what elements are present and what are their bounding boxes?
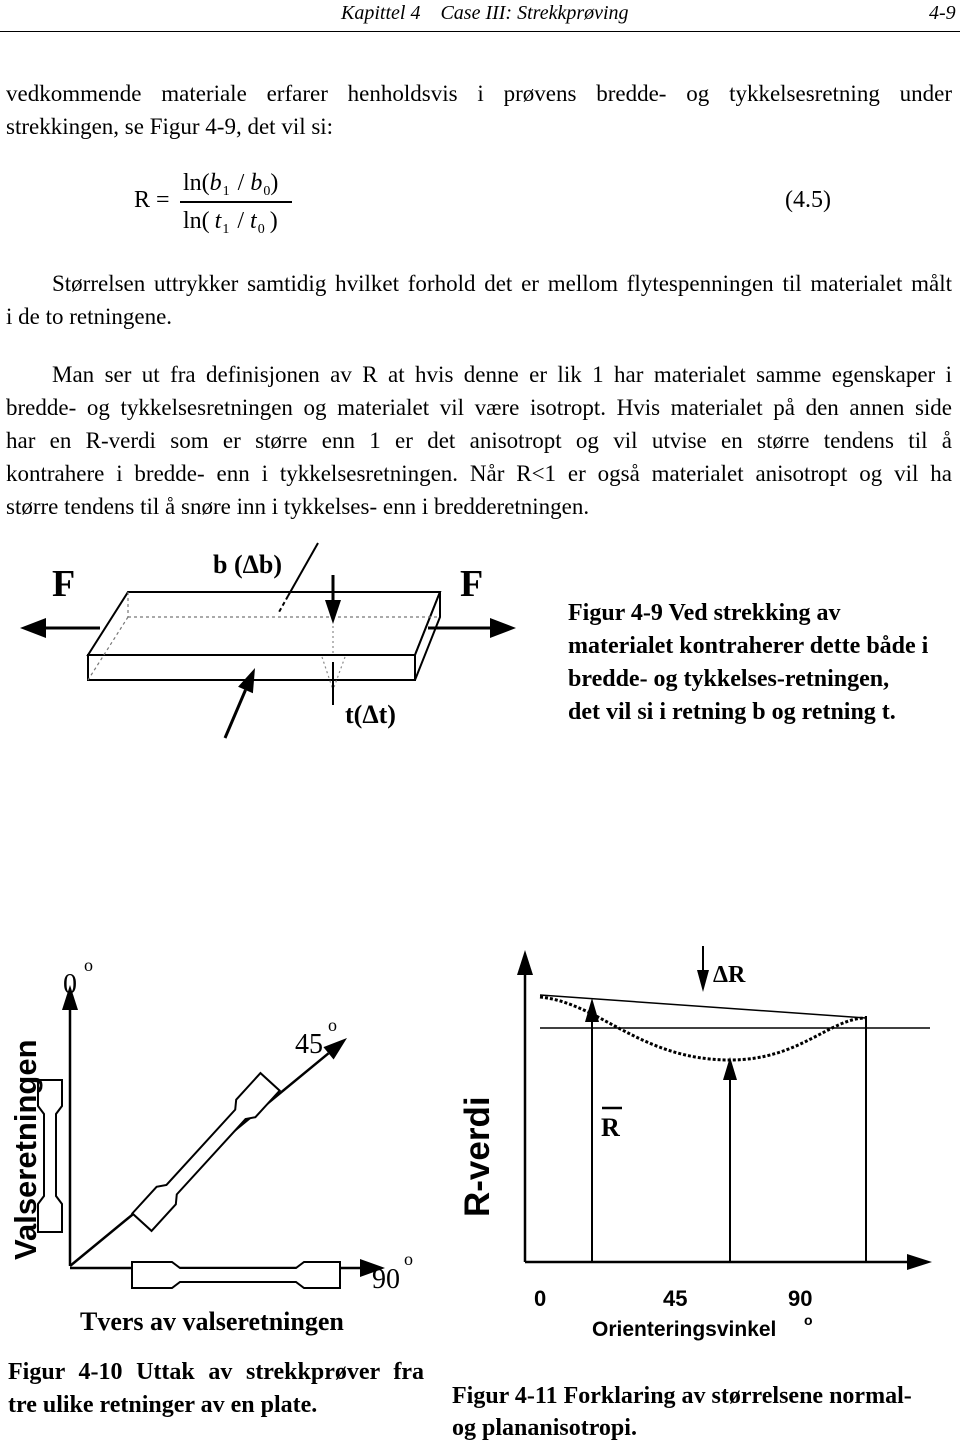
denominator-func: ln( <box>183 208 210 234</box>
numerator-var-b: b <box>250 170 263 196</box>
angle-90-degree-mark: o <box>404 1249 413 1269</box>
force-label-right: F <box>460 563 484 605</box>
numerator-var-a: b <box>209 170 222 196</box>
mean-r-arrowhead <box>585 998 599 1022</box>
caption-line: bredde- og tykkelses-retningen, <box>568 666 890 692</box>
paragraph-line: vedkommende materiale erfarer henholdsvis i prøvens bredde- og tykkelsesretning under <box>6 81 952 106</box>
paragraph-line: i de to retningene. <box>6 304 173 329</box>
page-number: 4-9 <box>929 2 956 24</box>
caption-line: Figur 4-11 Forklaring av størrelsene normal- <box>452 1383 912 1409</box>
paragraph-line: Størrelsen uttrykker samtidig hvilket forhold det er mellom flytespenningen til materialet målt <box>52 271 952 296</box>
caption-line: Figur 4-10 Uttak av strekkprøver fra <box>8 1359 424 1385</box>
denominator-close: ) <box>269 208 278 234</box>
angle-0-label: 0 <box>63 969 77 1000</box>
specimen-90-degrees <box>132 1262 340 1288</box>
paragraph-line: kontrahere i bredde- enn i tykkelsesretningen. Når R<1 er også materialet anisotropt og vil ha <box>6 461 952 486</box>
figure-4-10-caption <box>8 1356 424 1422</box>
thickness-arrow-shaft <box>225 690 246 738</box>
equation-number: (4.5) <box>785 187 831 213</box>
specimen-45-degrees <box>132 1073 279 1231</box>
angle-45-degree-mark: o <box>328 1015 337 1035</box>
paragraph-line: bredde- og tykkelsesretningen og materialet vil være isotropt. Hvis materialet på den annen side <box>6 395 952 420</box>
figure-4-11-drawing <box>517 946 932 1270</box>
denominator-var-b: t <box>250 208 257 234</box>
numerator-sub-a: 1 <box>222 184 230 199</box>
transverse-direction-label: Tvers av valseretningen <box>80 1307 344 1336</box>
r-value-axis-label: R-verdi <box>458 1096 497 1218</box>
force-label-left: F <box>52 563 76 605</box>
caption-line: og plananisotropi. <box>452 1415 637 1441</box>
x-tick-label: 0 <box>534 1286 547 1311</box>
numerator-func: ln( <box>183 170 210 196</box>
denominator-op: / <box>237 208 245 234</box>
y-axis-arrowhead <box>517 950 533 975</box>
rolling-direction-label: Valseretningen <box>8 1039 43 1261</box>
header-chapter: Kapittel 4 <box>341 2 421 24</box>
x-axis-arrowhead <box>907 1254 932 1270</box>
x-tick-label: 90 <box>788 1286 813 1311</box>
x-tick-label: 45 <box>663 1286 688 1311</box>
caption-line: tre ulike retninger av en plate. <box>8 1392 318 1418</box>
figure-4-9-caption <box>568 597 953 729</box>
orientation-angle-axis-label: Orienteringsvinkel <box>592 1318 777 1341</box>
paragraph-line: strekkingen, se Figur 4-9, det vil si: <box>6 114 334 139</box>
denominator-sub-b: 0 <box>257 222 265 237</box>
diagonal-axis-arrowhead <box>323 1038 347 1060</box>
delta-r-arrowhead <box>697 970 709 992</box>
force-arrow-left-head <box>20 618 46 638</box>
paragraph-line: Man ser ut fra definisjonen av R at hvis denne er lik 1 har materialet samme egenskaper i <box>52 362 952 387</box>
caption-line: Figur 4-9 Ved strekking av <box>568 600 841 626</box>
denominator-var-a: t <box>214 208 222 234</box>
caption-line: det vil si i retning b og retning t. <box>568 699 896 725</box>
caption-line: materialet kontraherer dette både i <box>568 633 929 659</box>
paragraph-line: har en R-verdi som er større enn 1 er det anisotropt og vil utvise en større tendens til å <box>6 428 952 453</box>
orientation-angle-unit: o <box>804 1312 813 1328</box>
equation-lhs: R = <box>134 187 170 213</box>
angle-45-label: 45 <box>295 1029 323 1060</box>
figure-4-11-caption <box>452 1380 942 1444</box>
numerator-op: / <box>237 170 245 196</box>
mean-r-label: R <box>601 1113 620 1142</box>
angle-0-degree-mark: o <box>84 955 93 975</box>
numerator-close: ) <box>270 170 279 196</box>
denominator-sub-a: 1 <box>222 222 230 237</box>
numerator-sub-b: 0 <box>263 184 271 199</box>
angle-90-label: 90 <box>372 1264 400 1295</box>
thickness-label: t(Δt) <box>345 700 396 729</box>
width-label: b (Δb) <box>213 550 283 579</box>
plate-top-face <box>88 592 440 655</box>
delta-r-label: ΔR <box>713 962 746 988</box>
force-arrow-right-head <box>490 618 516 638</box>
width-indicator-line <box>288 543 318 596</box>
header-section: Case III: Strekkprøving <box>440 2 629 24</box>
paragraph-line: større tendens til å snøre inn i tykkelses- enn i bredderetningen. <box>6 494 590 519</box>
